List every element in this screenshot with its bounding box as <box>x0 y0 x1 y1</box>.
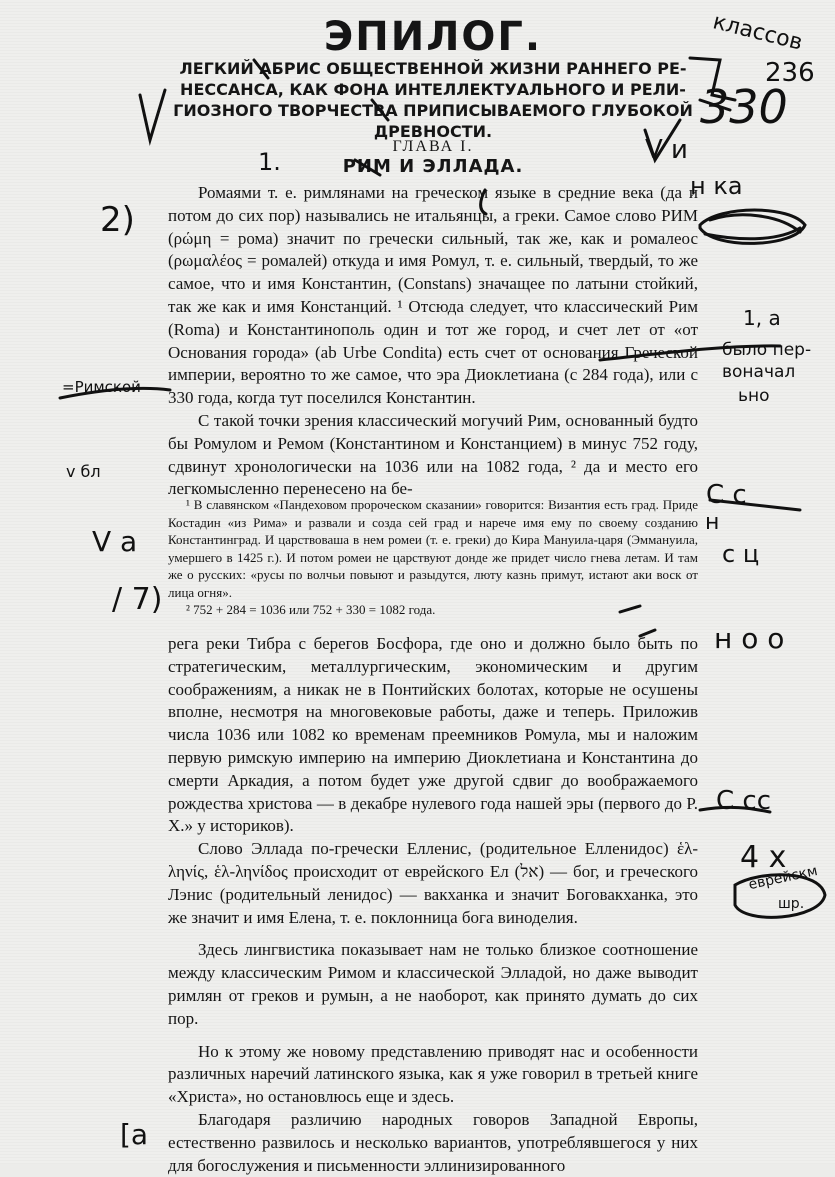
annotation-text: воначал <box>722 362 796 382</box>
chapter-title: РИМ И ЭЛЛАДА. <box>342 156 524 177</box>
annotation-text: V a <box>92 525 138 558</box>
footnote: ¹ В славянском «Пандеховом пророческом сказании» говорится: Византия есть град. Приде Костадин «из Рима» и развали и созда сей град и нарече имя ему по своему созданию Константинград. И царствоваша в нем ромеи (т. е. греки) до Кира Мануила-царя (Эммануила, умершего в 1425 г.). И потом ромеи не царствуют донде же придет число гнева летам. И там же о русских: «русы по волчьи повыют и разыдутся, люту казнь примут, истают аки воск от лица огня». <box>168 497 698 600</box>
subtitle-line: НЕССАНСА, КАК ФОНА ИНТЕЛЛЕКТУАЛЬНОГО И РЕЛИ- <box>180 80 686 99</box>
annotation-text: / 7) <box>112 582 163 617</box>
paragraph: Но к этому же новому представлению приводят нас и особенности различных наречий латинского языка, как я уже говорил в третьей книге «Христа», но остановлюсь еще и здесь. <box>168 1041 698 1107</box>
annotation-text: v бл <box>66 462 101 481</box>
paragraph: Слово Эллада по-гречески Еллeнис, (родительное Елленидос) ἑλ-ληνίς, ἑλ-ληνίδος происходит от еврейского Ел (אל) — бог, и греческого Лэнис (родительный ленидос) — вакханка и значит Боговакханка, это же значит и имя Елена, т. е. поклонница бога виноделия. <box>168 839 698 927</box>
paragraph: Здесь лингвистика показывает нам не только близкое соотношение между классическим Римом и классической Элладой, но даже выводит римлян от греков и румын, а не наоборот, как принято думать до сих пор. <box>168 940 698 1028</box>
annotation-text: н о о <box>714 622 785 655</box>
annotation-text: н ка <box>690 172 743 200</box>
annotation-text: шр. <box>778 896 805 912</box>
footnote: ² 752 + 284 = 1036 или 752 + 330 = 1082 года. <box>186 602 436 617</box>
subtitle-line: ЛЕГКИЙ АБРИС ОБЩЕСТВЕННОЙ ЖИЗНИ РАННЕГО РЕ- <box>179 59 687 78</box>
paragraph: Благодаря различию народных говоров Западной Европы, естественно развилось и несколько вариантов, употреблявшегося у них для богослужения и письменности эллинизированного <box>168 1109 698 1175</box>
annotation-text: [а <box>120 1118 149 1151</box>
annotation-text: 236 <box>765 58 815 88</box>
annotation-text: 1. <box>258 148 281 176</box>
annotation-text: =Римской <box>62 378 141 396</box>
subtitle-line: ГИОЗНОГО ТВОРЧЕСТВА ПРИПИСЫВАЕМОГО ГЛУБОКОЙ <box>173 101 693 120</box>
chapter-heading: ГЛАВА I. <box>392 138 474 155</box>
annotation-text: 330 <box>700 80 788 134</box>
annotation-text: ьно <box>738 386 770 406</box>
annotation-text: С сс <box>716 786 772 816</box>
check-mark <box>140 90 165 140</box>
annotation-text: было пер- <box>722 340 812 360</box>
annotation-text: 2) <box>100 200 135 240</box>
paragraph: рега реки Тибра с берегов Босфора, где оно и должно было быть по стратегическим, металлургическим, экономическим и другим соображениям, а никак не в Понтийских болотах, которые не осушены вполне, несмотря на многовековые работы, даже и теперь. Приложив числа 1036 или 1082 ко временам преемников Ромула, мы и наложим первую римскую империю на империю Диоклетиана и Константина до смерти Аркадия, а потом будет уже другой сдвиг до воображаемого рождества христова — в декабре нулевого года нашей эры (первого до Р. Х.» у историков). <box>168 634 698 836</box>
annotation-text: еврейскм <box>747 862 820 894</box>
paragraph: Ромаями т. е. римлянами на греческом языке в средние века (да и потом до сих пор) назывались не итальянцы, а греки. Самое слово РИМ (ρώμη = рома) значит по гречески сильный, так же, как и ромалеос (ρωμαλέος = ромалей) откуда и имя Ромул, т. е. сильный, твердый, то же самое, что и имя Константин, (Constans) значащее по латыни стойкий, так же как и имя Констанций. ¹ Отсюда следует, что классический Рим (Roma) и Константинополь один и тот же город, и счет лет от «от Основания города» (ab Urbe Condita) есть счет от основания Греческой империи, вероятно то же самое, что эра Диоклетиана (с 284 года), или с 330 года, когда тут поселился Константин. <box>168 183 698 408</box>
annotation-text: 1, a <box>743 306 781 330</box>
annotation-text: с ц <box>722 540 760 568</box>
annotation-text: V и <box>645 135 688 165</box>
annotation-text: 4 х <box>740 840 787 875</box>
annotation-text: С с <box>706 480 747 510</box>
annotation-text: классов <box>710 9 806 56</box>
subtitle-line: ДРЕВНОСТИ. <box>373 122 493 141</box>
document-title: ЭПИЛОГ. <box>323 14 543 60</box>
paragraph: С такой точки зрения классический могучий Рим, основанный будто бы Ромулом и Ремом (Константином и Констанцием) в минус 752 году, сдвинут хронологически на 1036 или на 1082 года, ² да и место его легкомысленно перенесено на бе- <box>168 410 698 499</box>
annotation-text: н <box>705 510 720 535</box>
